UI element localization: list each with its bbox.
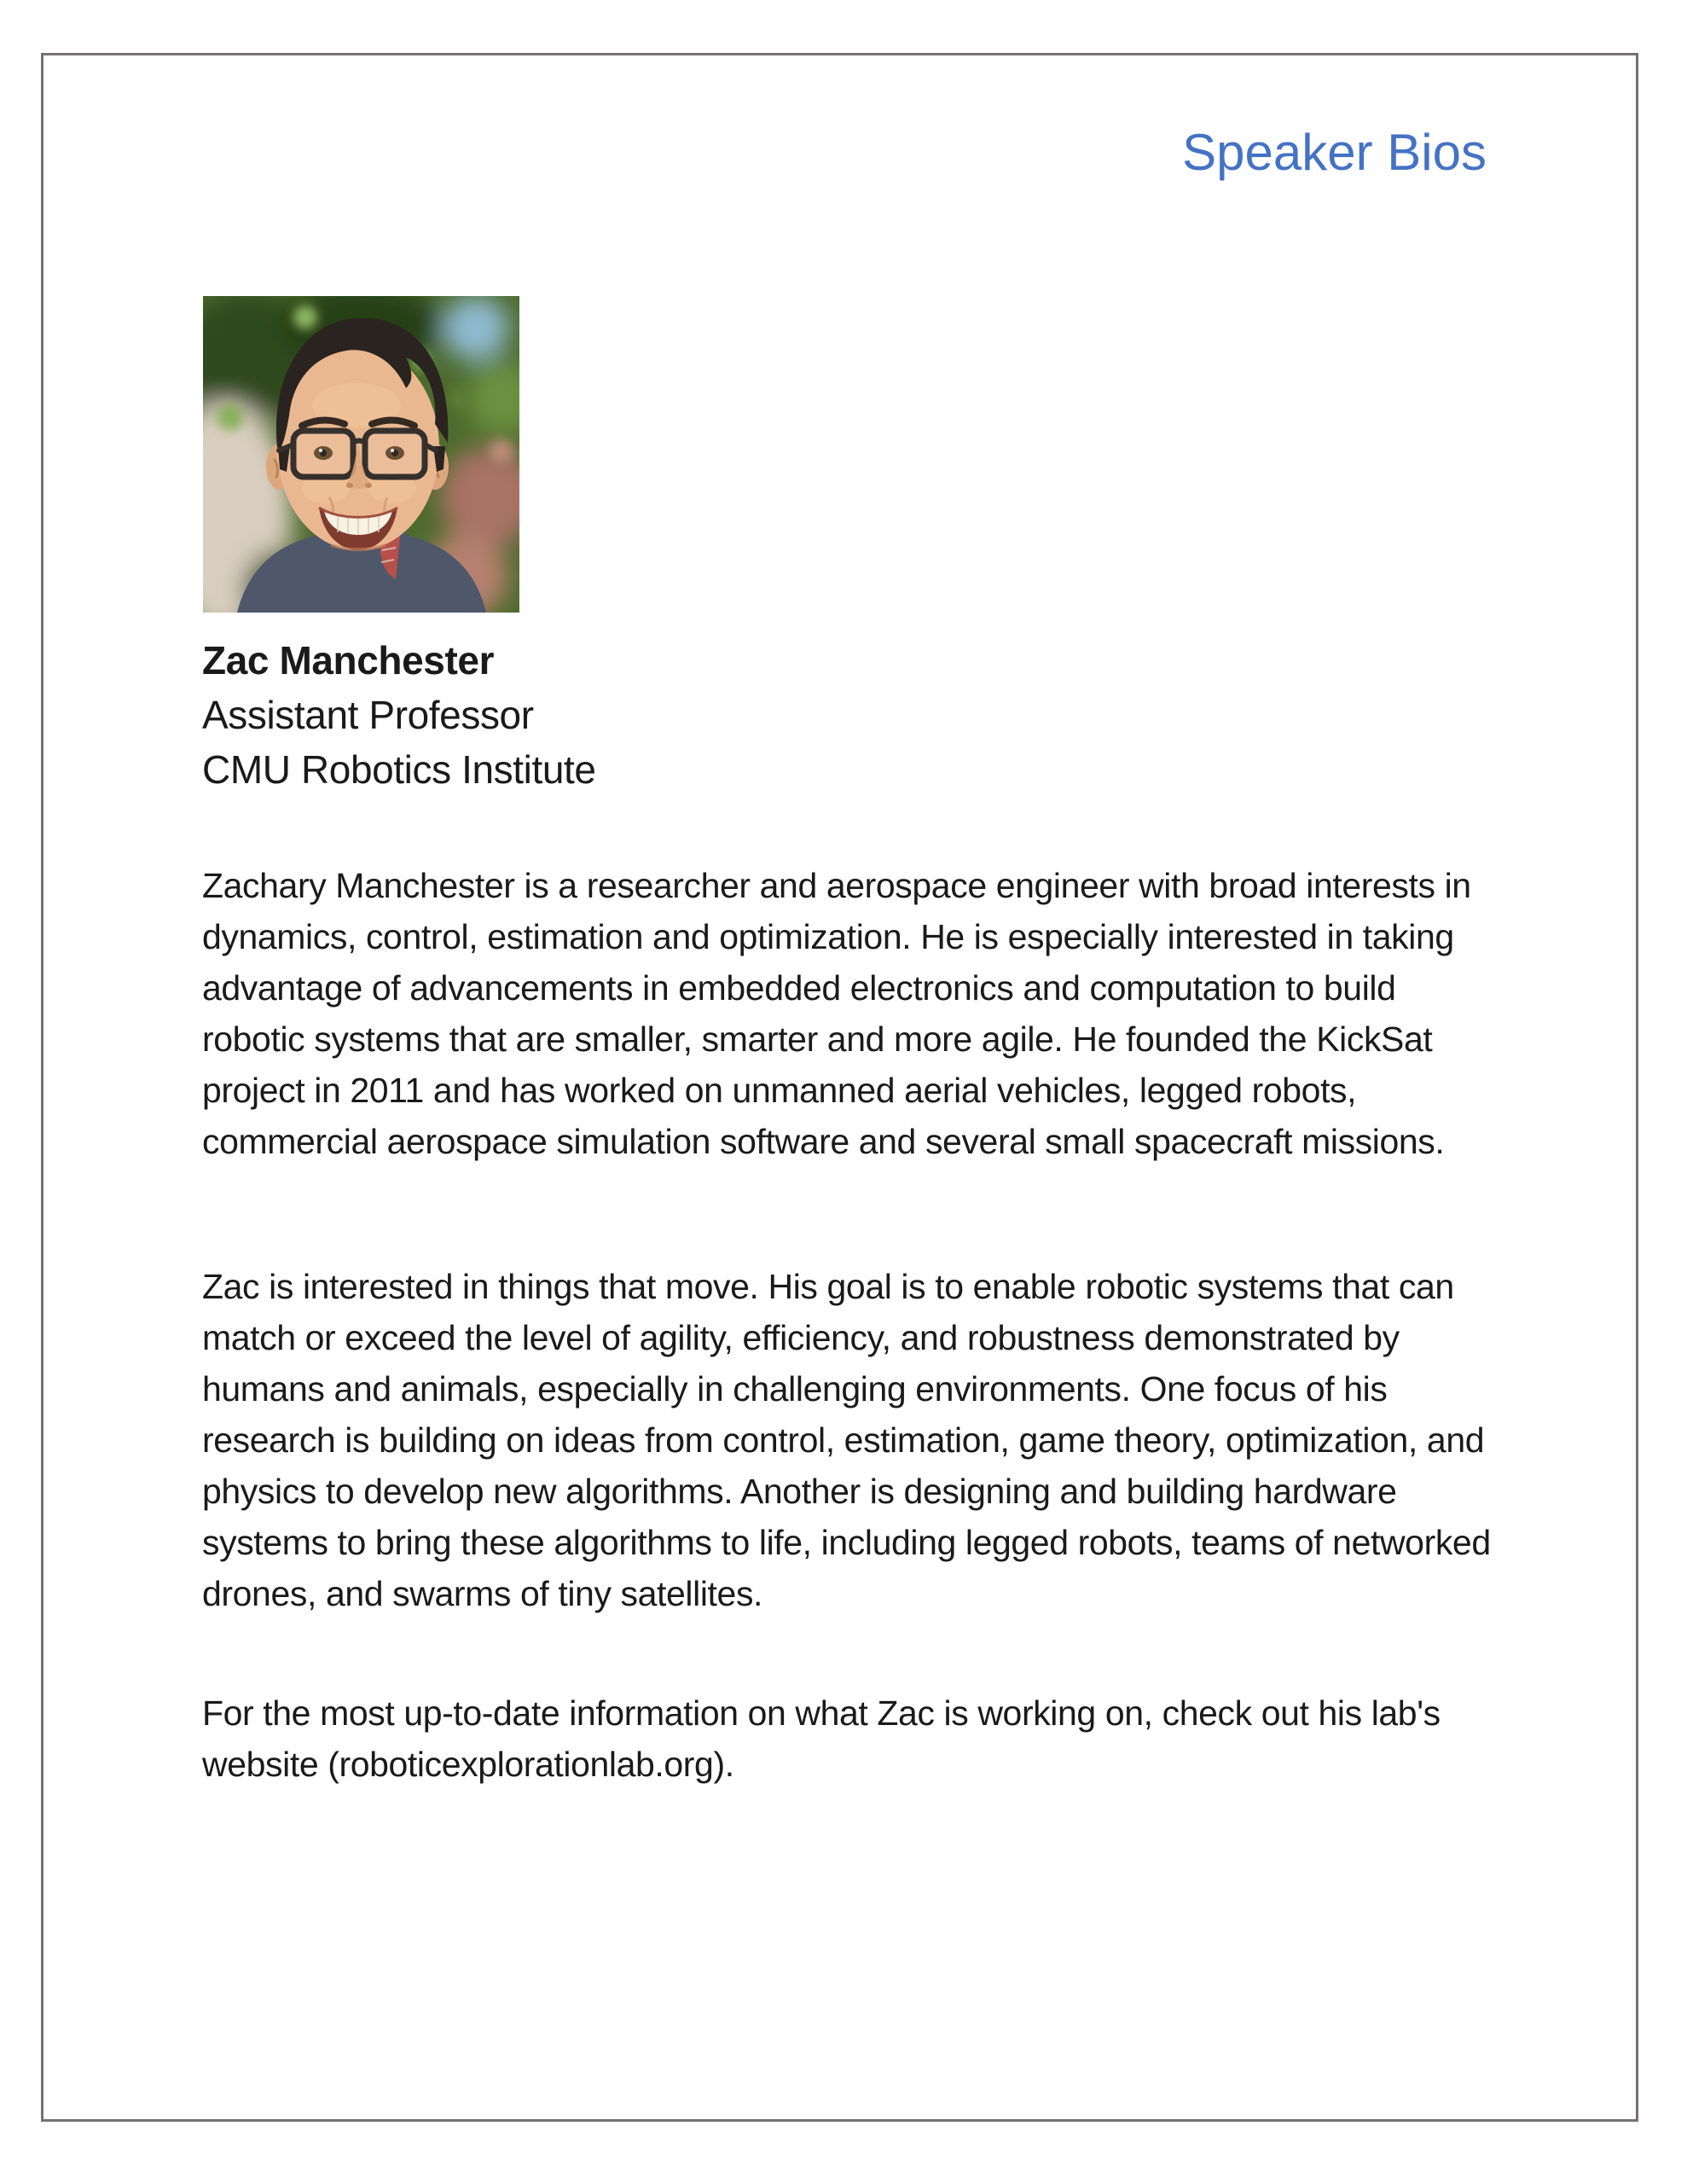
- speaker-name: Zac Manchester: [202, 638, 495, 682]
- portrait-illustration: [203, 296, 519, 613]
- bio-paragraph-3: For the most up-to-date information on what Zac is working on, check out his lab's website (roboticexplorationlab.org).: [202, 1693, 1441, 1784]
- bio-paragraph-1: Zachary Manchester is a researcher and aerospace engineer with broad interests in dynamics, control, estimation and optimization. He is especially interested in taking advantage of advancements in embedded electronics and computation to build robotic systems that are smaller, smarter and more agile. He founded the KickSat project in 2011 and has worked on unmanned aerial vehicles, legged robots, commercial aerospace simulation software and several small spacecraft missions.: [202, 866, 1471, 1161]
- speaker-role: Assistant Professor: [202, 693, 534, 737]
- bio-paragraph-2: Zac is interested in things that move. His goal is to enable robotic systems that can match or exceed the level of agility, efficiency, and robustness demonstrated by humans and animals, especially in challenging environments. One focus of his research is building on ideas from control, estimation, game theory, optimization, and physics to develop new algorithms. Another is designing and building hardware systems to bring these algorithms to life, including legged robots, teams of networked drones, and swarms of tiny satellites.: [202, 1267, 1491, 1613]
- speaker-affiliation: CMU Robotics Institute: [202, 747, 596, 792]
- page-title: Speaker Bios: [1182, 124, 1487, 182]
- speaker-photo: [203, 296, 519, 613]
- speaker-id-block: [202, 633, 596, 797]
